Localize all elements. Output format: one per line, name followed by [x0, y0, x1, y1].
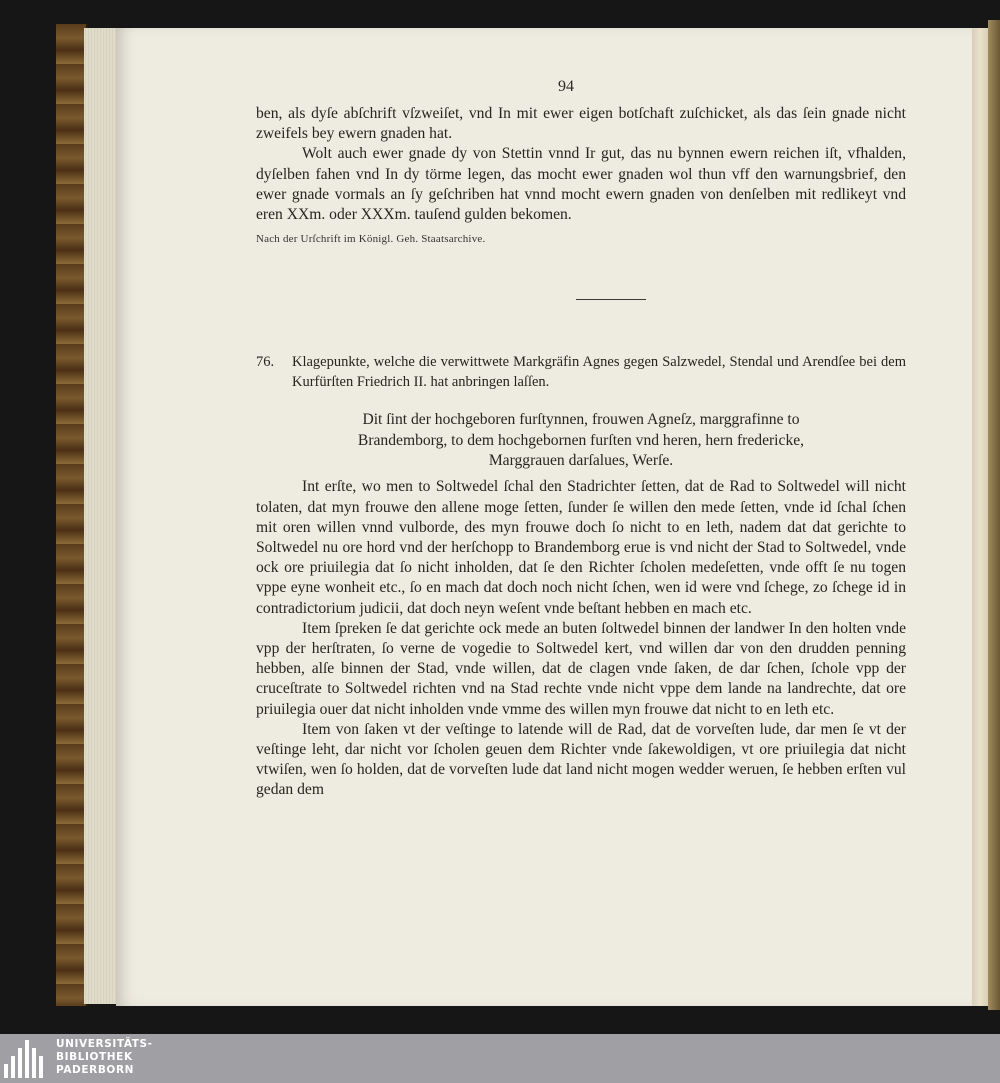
intro-line: Brandemborg, to dem hochgebornen furſten vnd heren, hern fredericke, [357, 431, 805, 449]
page-text-block [256, 104, 906, 801]
library-footer [0, 1034, 1000, 1083]
document-title: Klagepunkte, welche die verwittwete Markgräfin Agnes gegen Salzwedel, Stendal und Arendſee bei dem Kurfürſten Friedrich II. hat anbringen laſſen. [292, 354, 906, 391]
source-note: Nach der Urſchrift im Königl. Geh. Staatsarchive. [256, 233, 486, 246]
paragraph-stettin: Wolt auch ewer gnade dy von Stettin vnnd Ir gut, das nu bynnen ewern reichen iſt, vfhalden, dyſelben fahen vnd In dy törme legen, das mocht ewer gnaden wol thun vff den warnungsbrief, den ewer gnade vormals an ſy geſchriben hat vnnd mocht ewern gnaden von denſelben mit redlikeyt vnd eren XXm. oder XXXm. tauſend gulden bekomen. [256, 145, 906, 224]
library-name-line: PADERBORN [56, 1064, 135, 1076]
book-cover-edge [988, 20, 1000, 1010]
document-intro [256, 410, 906, 471]
intro-line: Marggrauen darſalues, Werſe. [488, 452, 674, 470]
paragraph-continuation: ben, als dyſe abſchrift vſzweiſet, vnd In mit ewer eigen botſchaft zuſchicket, als das ſein gnade nicht zweifels bey ewern gnaden hat. [256, 105, 906, 143]
paragraph-item-saken: Item von ſaken vt der veſtinge to latende will de Rad, dat de vorveſten lude, dar men ſe vt der veſtinge leht, dar nicht vor ſcholen geuen dem Richter vnde ſakewoldigen, vt ore priuilegia dat nicht vtwiſen, wen ſo holden, dat de vorveſten lude dat land nicht mogen wedder weruen, ſe hebben erſten vul gedan dem [256, 720, 906, 799]
paragraph-int-erste: Int erſte, wo men to Soltwedel ſchal den Stadrichter ſetten, dat de Rad to Soltwedel will nicht tolaten, dat myn frouwe den allene moge ſetten, ſunder ſe willen den mede ſetten, vnde id ſchal ſchen mit oren willen vnnd vulborde, des myn frouwe doch ſo nicht to en leth, nadem dat dat gerichte to Soltwedel nu ore hord vnd der herſchopp to Brandemborg erue is vnd nicht der Stad to Soltwedel, vnde ock ore priuilegia dat ſo nicht inholden, dat ſe den Richter ſcholen medeſetten, vnde offt ſe nu togen vppe eyne wonheit etc., ſo en mach dat doch noch nicht ſchen, wen id were vnd ſchege, zo ſchege id in contradictorium judicii, dat doch neyn weſent vnde beſtant hebben en mach etc. [256, 478, 906, 617]
section-divider [576, 299, 646, 300]
document-heading [256, 352, 906, 392]
intro-line: Dit ſint der hochgeboren furſtynnen, frouwen Agneſz, marggrafinne to [362, 411, 800, 429]
page-stack-edge [84, 28, 118, 1004]
scanned-page [116, 28, 972, 1006]
page-number: 94 [558, 78, 574, 95]
library-name-line: UNIVERSITÄTS- [56, 1038, 153, 1050]
library-name [56, 1038, 153, 1077]
library-name-line: BIBLIOTHEK [56, 1051, 133, 1063]
document-number: 76. [256, 354, 275, 371]
library-logo-icon [4, 1040, 48, 1078]
paragraph-item-spreken: Item ſpreken ſe dat gerichte ock mede an buten ſoltwedel binnen der landwer In den holten vnde vpp der herſtraten, ſo verne de vogedie to Soltwedel kert, vnd willen dar von den drudden penning hebben, alſe binnen der Stad, vnde willen, dat de clagen vnde ſaken, de dar ſchen, ſchole vpp der cruceſtrate to Soltwedel richten vnd na Stad rechte vnde nicht vppe dem lande na landrechte, dat ore priuilegia ouer dat nicht inholden vnde vmme des willen myn frouwe dat nicht to en leth etc. [256, 619, 906, 718]
